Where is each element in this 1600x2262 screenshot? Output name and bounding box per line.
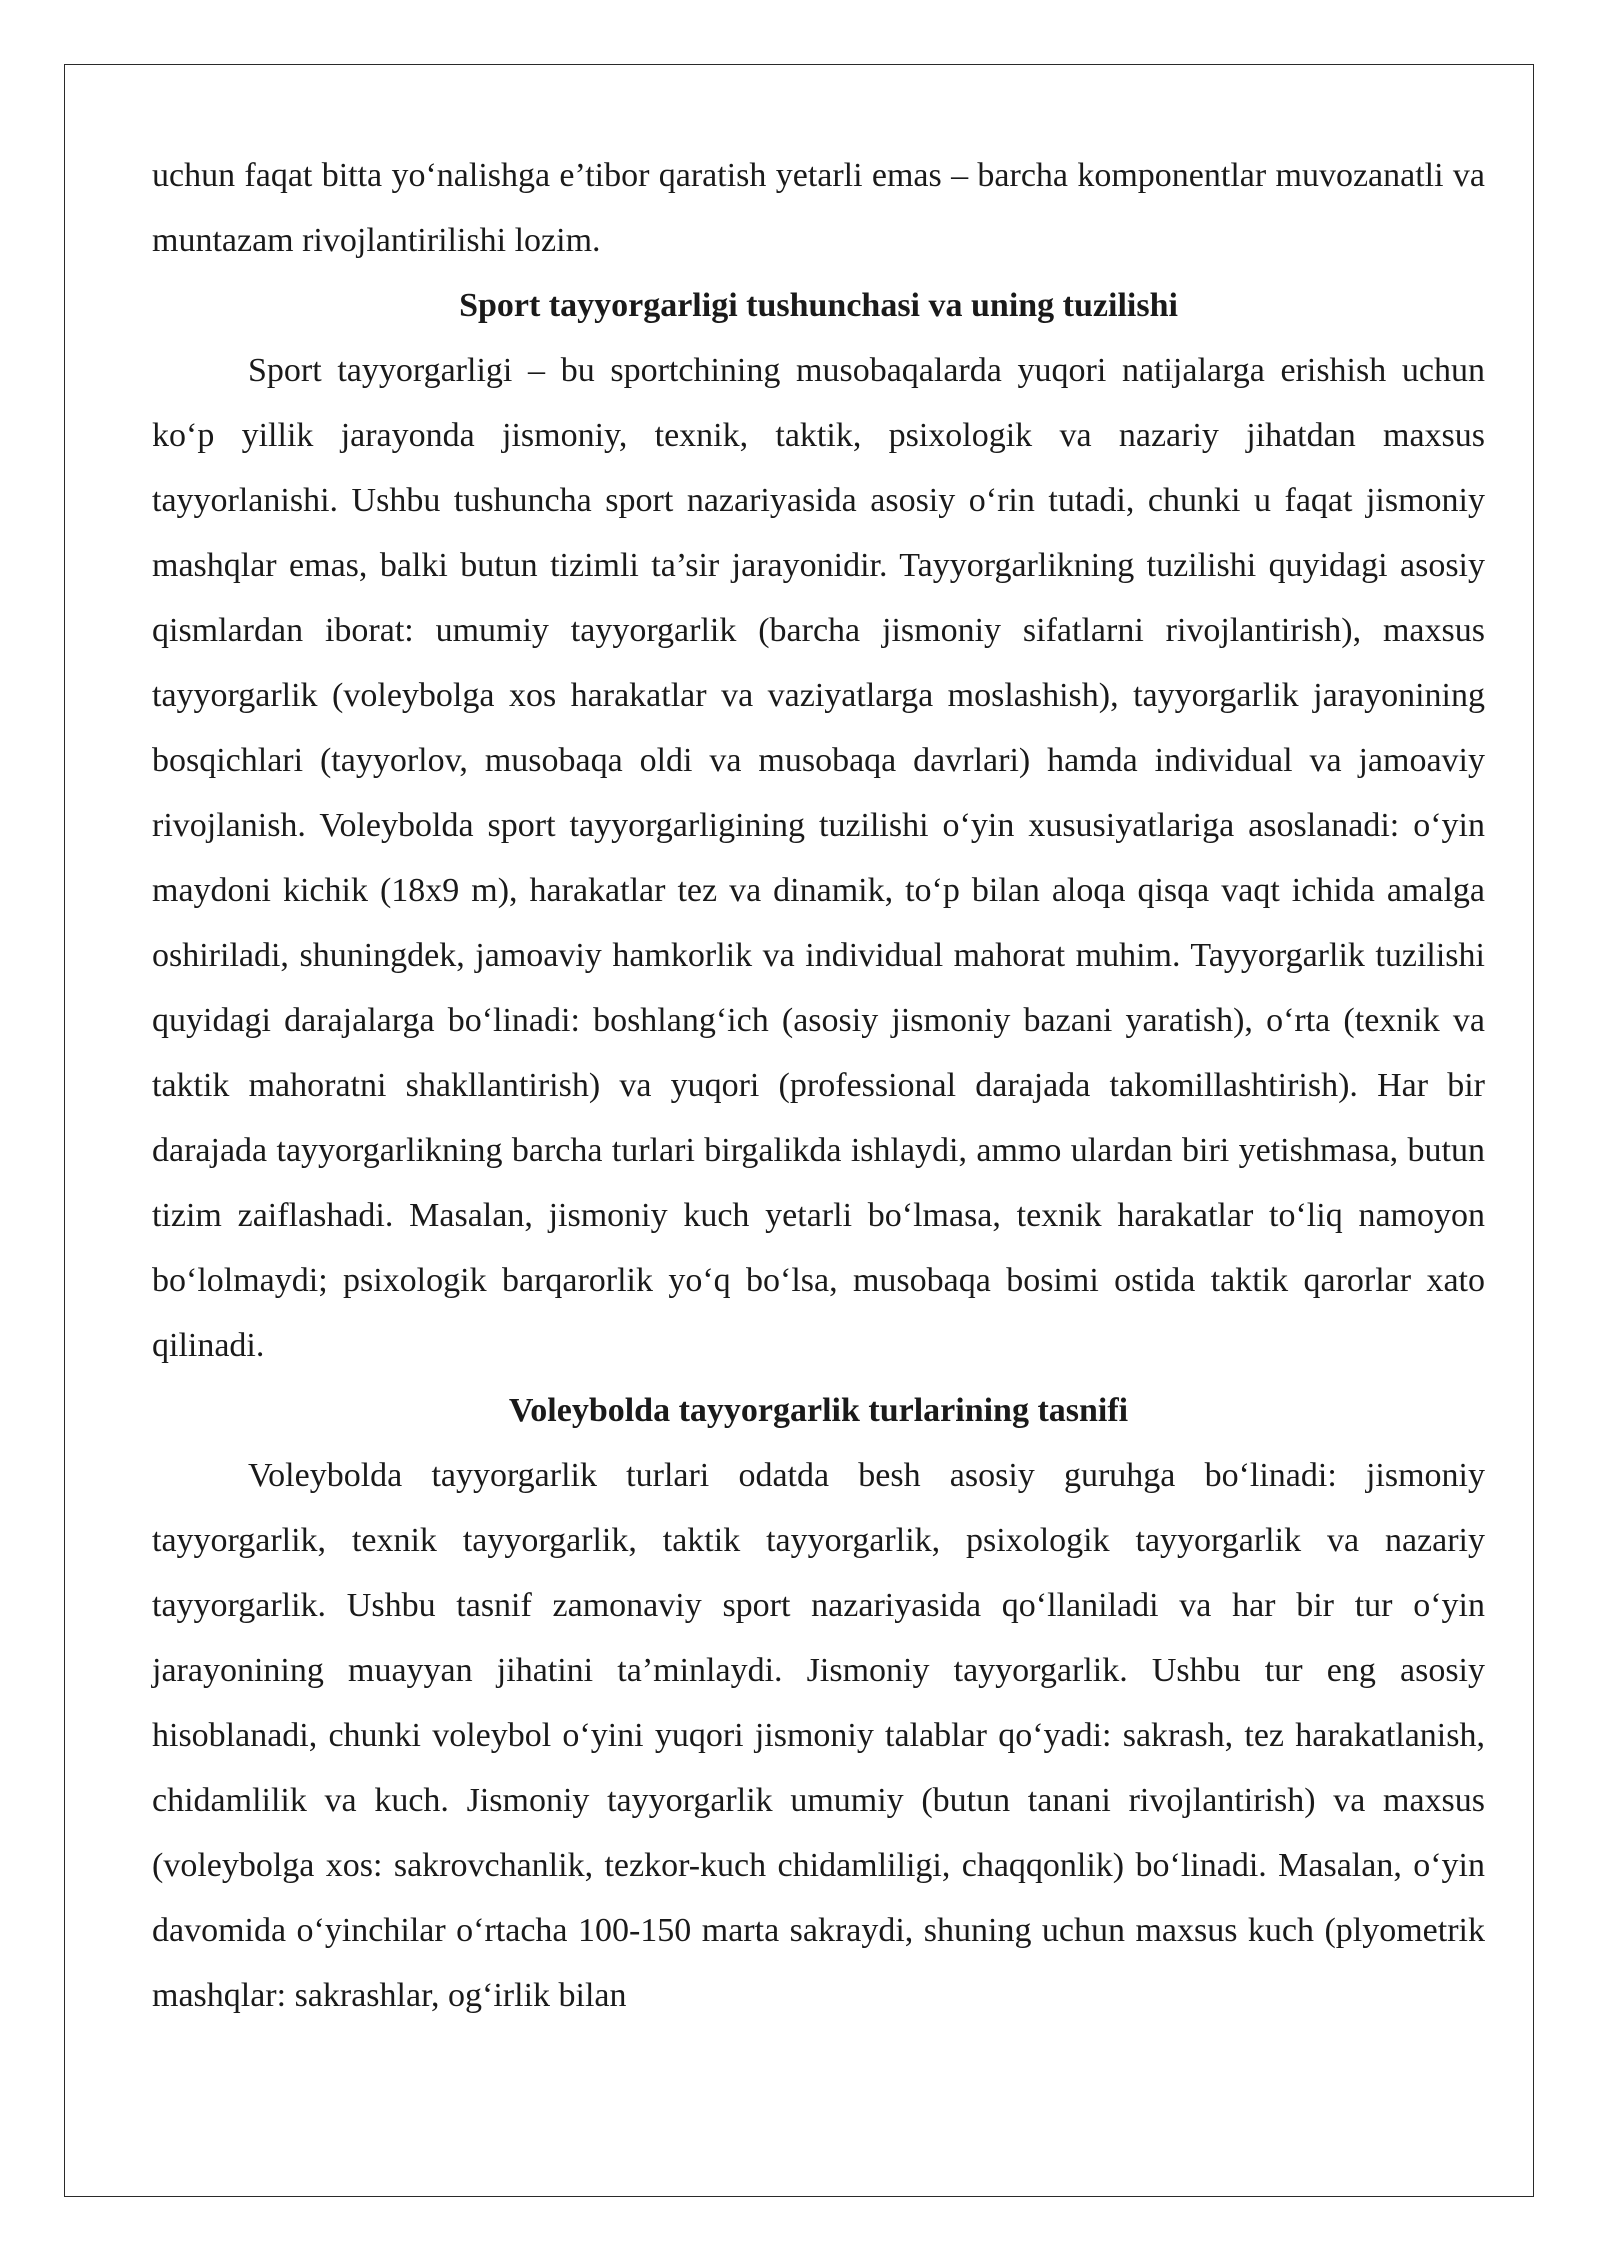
paragraph-sport-preparation: Sport tayyorgarligi – bu sportchining musobaqalarda yuqori natijalarga erishish uchun ko‘p yillik jarayonda jismoniy, texnik, taktik, psixologik va nazariy jihatdan maxsus tayyorlanishi. Ushbu tushuncha sport nazariyasida asosiy o‘rin tutadi, chunki u faqat jismoniy mashqlar emas, balki butun tizimli ta’sir jarayonidir. Tayyorgarlikning tuzilishi quyidagi asosiy qismlardan iborat: umumiy tayyorgarlik (barcha jismoniy sifatlarni rivojlantirish), maxsus tayyorgarlik (voleybolga xos harakatlar va vaziyatlarga moslashish), tayyorgarlik jarayonining bosqichlari (tayyorlov, musobaqa oldi va musobaqa davrlari) hamda individual va jamoaviy rivojlanish. Voleybolda sport tayyorgarligining tuzilishi o‘yin xususiyatlariga asoslanadi: o‘yin maydoni kichik (18x9 m), harakatlar tez va dinamik, to‘p bilan aloqa qisqa vaqt ichida amalga oshiriladi, shuningdek, jamoaviy hamkorlik va individual mahorat muhim. Tayyorgarlik tuzilishi quyidagi darajalarga bo‘linadi: boshlang‘ich (asosiy jismoniy bazani yaratish), o‘rta (texnik va taktik mahoratni shakllantirish) va yuqori (professional darajada takomillashtirish). Har bir darajada tayyorgarlikning barcha turlari birgalikda ishlaydi, ammo ulardan biri yetishmasa, butun tizim zaiflashadi. Masalan, jismoniy kuch yetarli bo‘lmasa, texnik harakatlar to‘liq namoyon bo‘lolmaydi; psixologik barqarorlik yo‘q bo‘lsa, musobaqa bosimi ostida taktik qarorlar xato qilinadi.	[152, 352, 1485, 1364]
section-heading-sport-preparation: Sport tayyorgarligi tushunchasi va uning tuzilishi	[459, 287, 1178, 324]
paragraph-classification: Voleybolda tayyorgarlik turlari odatda besh asosiy guruhga bo‘linadi: jismoniy tayyorgarlik, texnik tayyorgarlik, taktik tayyorgarlik, psixologik tayyorgarlik va nazariy tayyorgarlik. Ushbu tasnif zamonaviy sport nazariyasida qo‘llaniladi va har bir tur o‘yin jarayonining muayyan jihatini ta’minlaydi. Jismoniy tayyorgarlik. Ushbu tur eng asosiy hisoblanadi, chunki voleybol o‘yini yuqori jismoniy talablar qo‘yadi: sakrash, tez harakatlanish, chidamlilik va kuch. Jismoniy tayyorgarlik umumiy (butun tanani rivojlantirish) va maxsus (voleybolga xos: sakrovchanlik, tezkor-kuch chidamliligi, chaqqonlik) bo‘linadi. Masalan, o‘yin davomida o‘yinchilar o‘rtacha 100-150 marta sakraydi, shuning uchun maxsus kuch (plyometrik mashqlar: sakrashlar, og‘irlik bilan	[152, 1457, 1485, 2014]
paragraph-continuation: uchun faqat bitta yo‘nalishga e’tibor qaratish yetarli emas – barcha komponentlar muvozanatli va muntazam rivojlantirilishi lozim.	[152, 157, 1485, 259]
section-heading-classification: Voleybolda tayyorgarlik turlarining tasnifi	[508, 1392, 1129, 1429]
document-body	[152, 143, 1485, 2028]
